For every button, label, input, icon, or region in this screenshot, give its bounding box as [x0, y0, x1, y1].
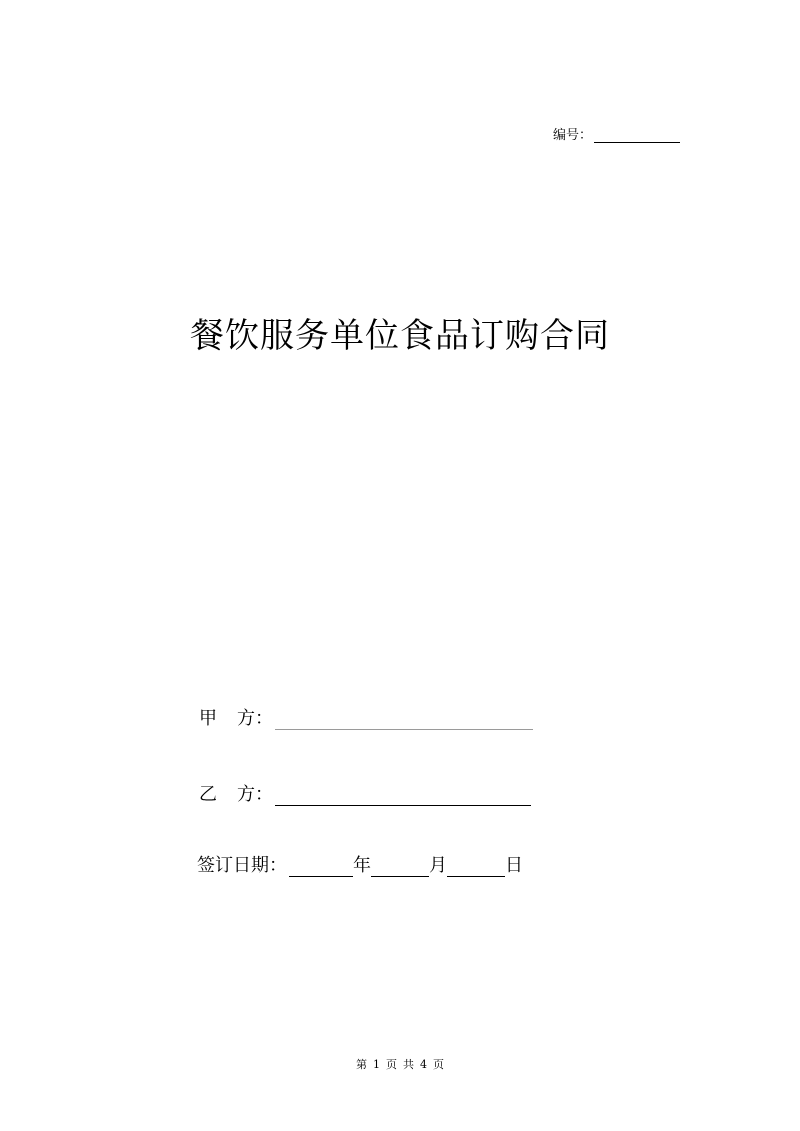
party-b-field[interactable]	[275, 787, 531, 806]
party-b-label-char: 乙	[199, 784, 217, 805]
sign-year-unit: 年	[353, 855, 371, 876]
party-a-label-suffix: 方：	[237, 708, 273, 729]
footer-prefix: 第	[356, 1058, 367, 1071]
party-a-label	[199, 704, 273, 730]
party-b-label-suffix: 方：	[237, 784, 273, 805]
footer-total-unit: 页	[433, 1058, 444, 1071]
footer-total-pages: 4	[420, 1058, 427, 1071]
footer-page-number: 1	[373, 1058, 380, 1071]
page-footer	[0, 1056, 800, 1072]
party-a-field[interactable]	[275, 711, 533, 730]
sign-date-row	[197, 851, 523, 877]
sign-month-field[interactable]	[371, 858, 429, 877]
sign-year-field[interactable]	[289, 858, 353, 877]
sign-day-field[interactable]	[447, 858, 505, 877]
party-a-row	[199, 704, 533, 730]
footer-page-unit: 页	[386, 1058, 397, 1071]
party-b-label	[199, 780, 273, 806]
document-number	[553, 124, 680, 143]
document-number-label: 编号：	[553, 128, 593, 143]
party-a-label-char: 甲	[199, 708, 217, 729]
sign-month-unit: 月	[429, 855, 447, 876]
document-title: 餐饮服务单位食品订购合同	[190, 316, 610, 356]
footer-total-prefix: 共	[403, 1058, 414, 1071]
sign-date-label: 签订日期：	[197, 855, 287, 876]
document-number-blank[interactable]	[594, 128, 680, 143]
party-b-row	[199, 780, 531, 806]
sign-day-unit: 日	[505, 855, 523, 876]
